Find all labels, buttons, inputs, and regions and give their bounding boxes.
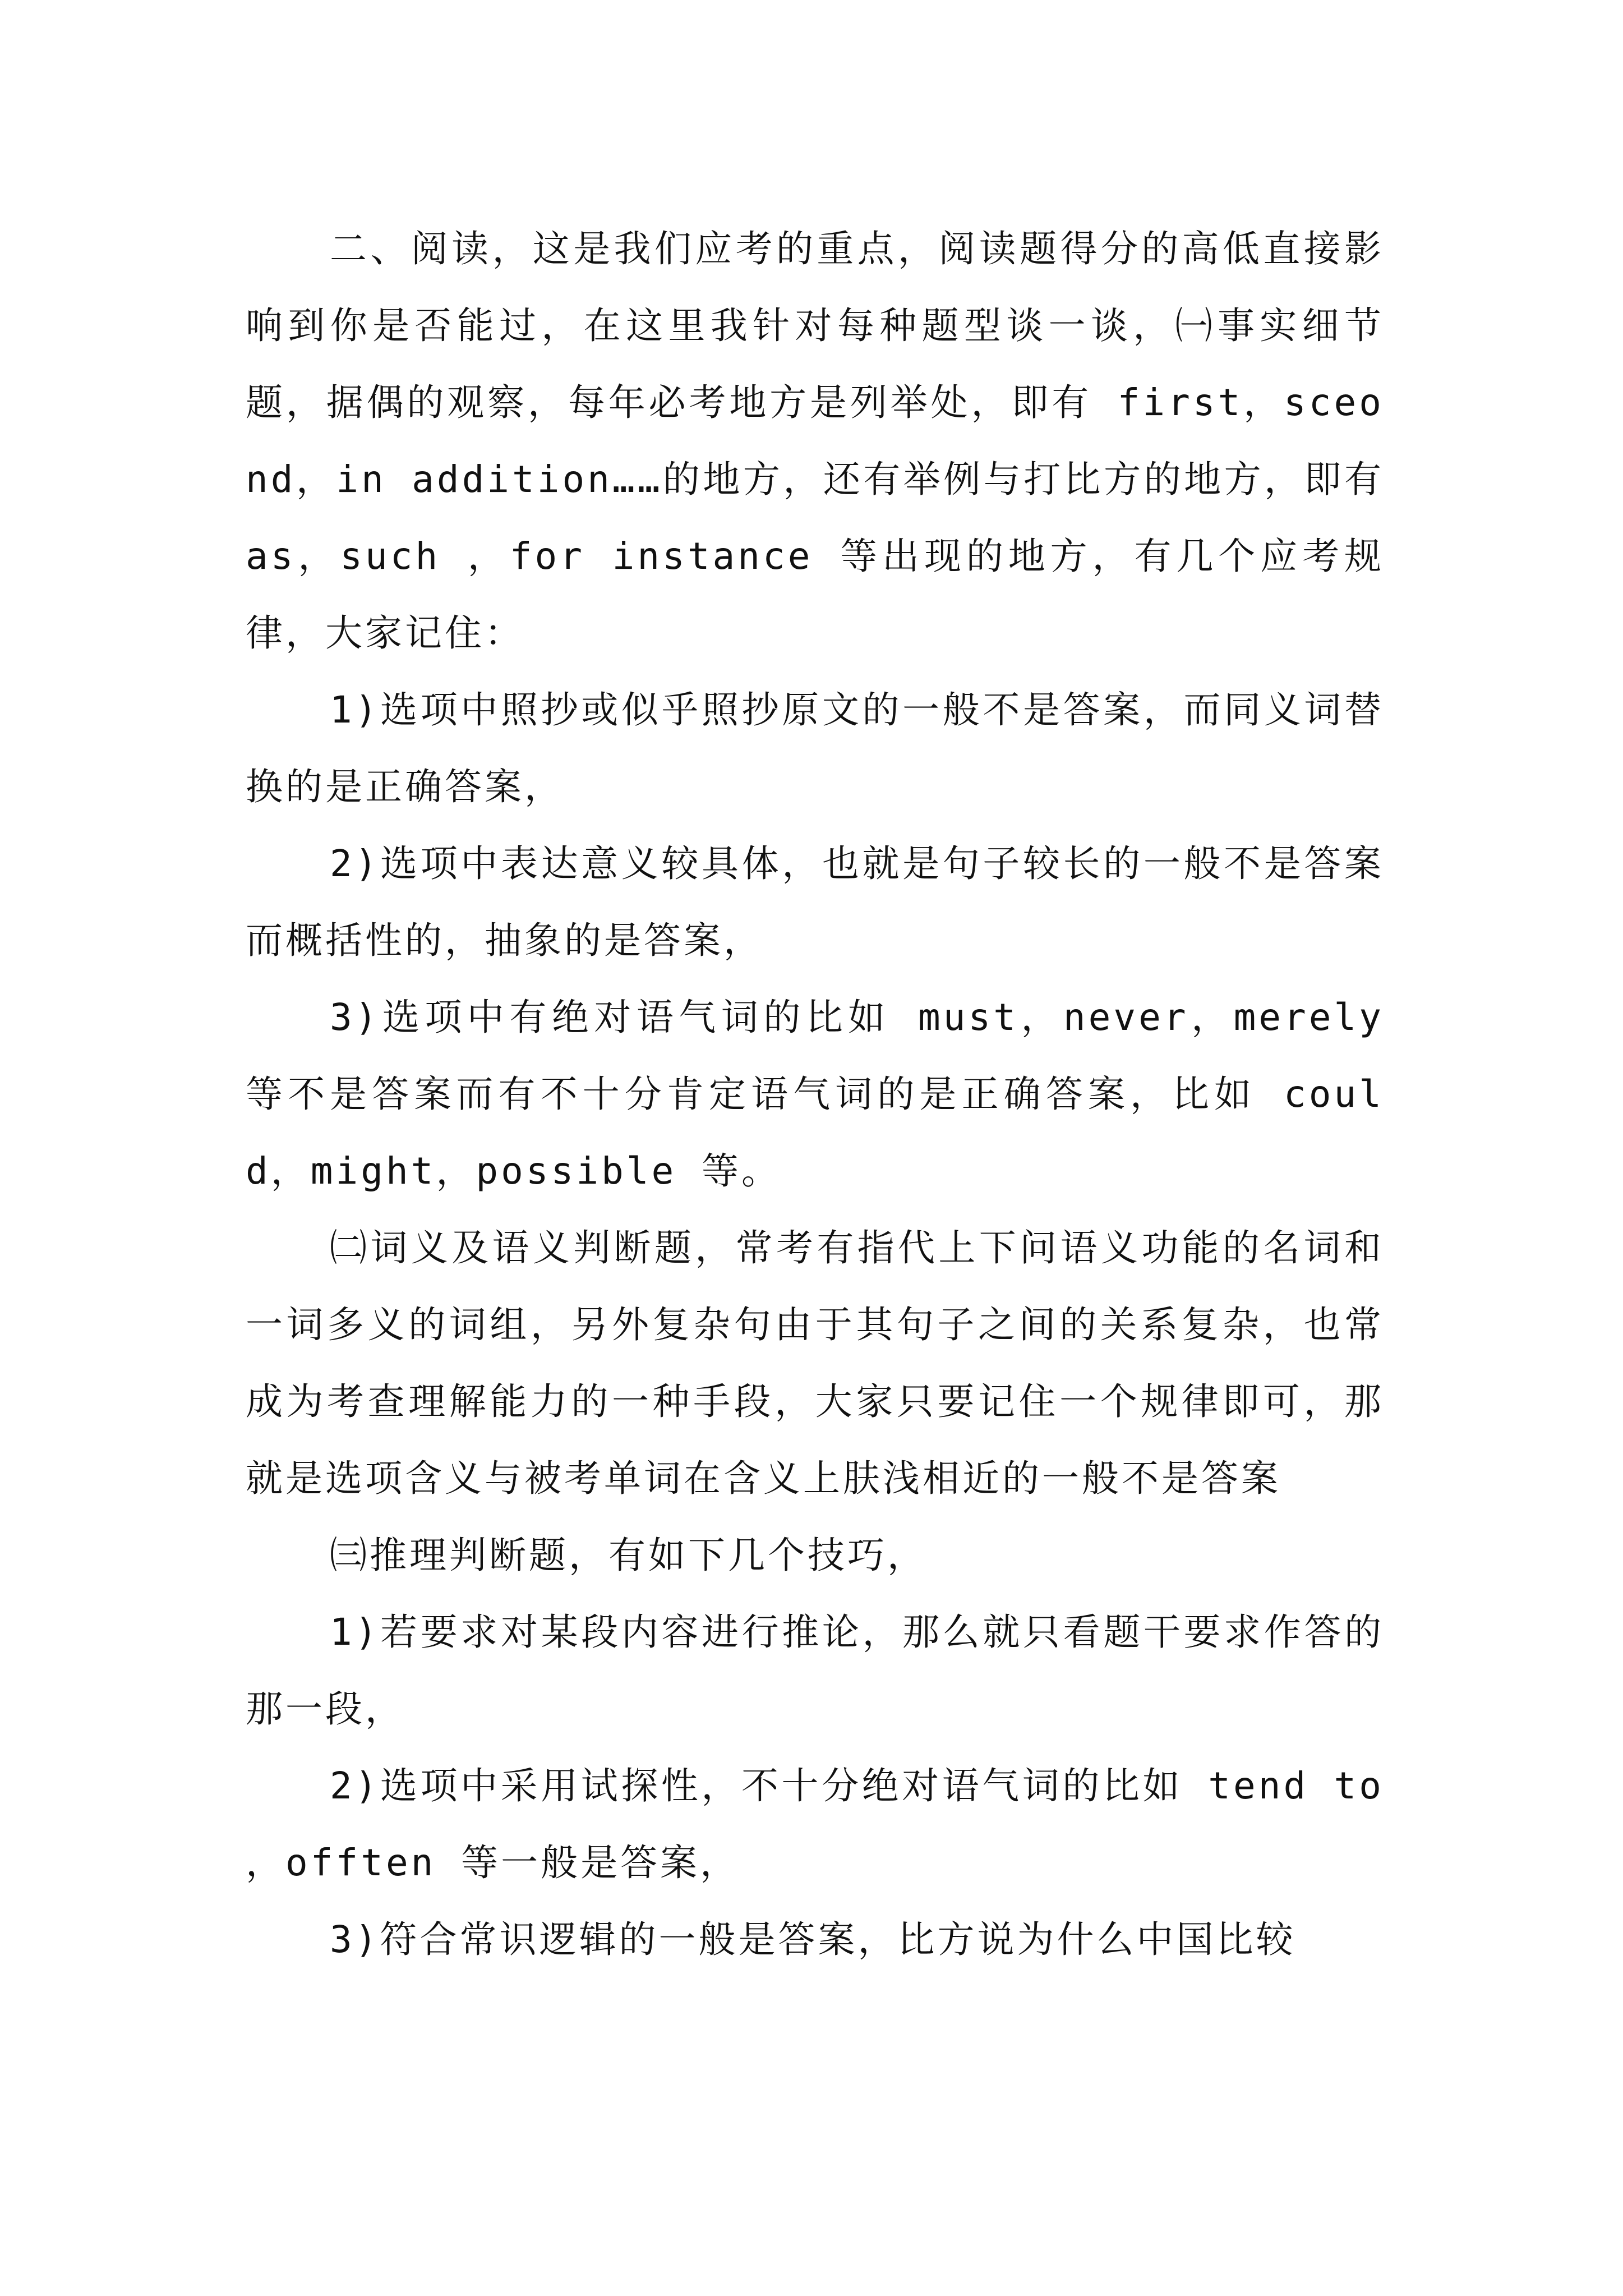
document-body — [246, 210, 1384, 1978]
paragraph-reading-intro: 二、阅读，这是我们应考的重点，阅读题得分的高低直接影响到你是否能过，在这里我针对每种题型谈一谈，㈠事实细节题，据偶的观察，每年必考地方是列举处，即有 first，sceond，in addition……的地方，还有举例与打比方的地方，即有 as，such ，for instance 等出现的地方，有几个应考规律，大家记住： — [246, 227, 1384, 655]
paragraph-inference-rule-2: 2)选项中采用试探性，不十分绝对语气词的比如 tend to ，offten 等一般是答案， — [246, 1764, 1384, 1884]
paragraph-fact-rule-3: 3)选项中有绝对语气词的比如 must，never，merely 等不是答案而有不十分肯定语气词的是正确答案，比如 could，might，possible 等。 — [246, 996, 1384, 1193]
paragraph-inference-rule-3: 3)符合常识逻辑的一般是答案，比方说为什么中国比较 — [330, 1918, 1296, 1961]
paragraph-fact-rule-1: 1)选项中照抄或似乎照抄原文的一般不是答案，而同义词替换的是正确答案， — [246, 688, 1384, 808]
paragraph-inference-rule-1: 1)若要求对某段内容进行推论，那么就只看题干要求作答的那一段， — [246, 1611, 1384, 1731]
paragraph-vocabulary: ㈡词义及语义判断题，常考有指代上下问语义功能的名词和一词多义的词组，另外复杂句由于其句子之间的关系复杂，也常成为考查理解能力的一种手段，大家只要记住一个规律即可，那就是选项含义与被考单词在含义上肤浅相近的一般不是答案 — [246, 1226, 1384, 1500]
paragraph-fact-rule-2: 2)选项中表达意义较具体，也就是句子较长的一般不是答案而概括性的，抽象的是答案， — [246, 842, 1384, 962]
paragraph-inference-intro: ㈢推理判断题，有如下几个技巧， — [330, 1534, 927, 1577]
